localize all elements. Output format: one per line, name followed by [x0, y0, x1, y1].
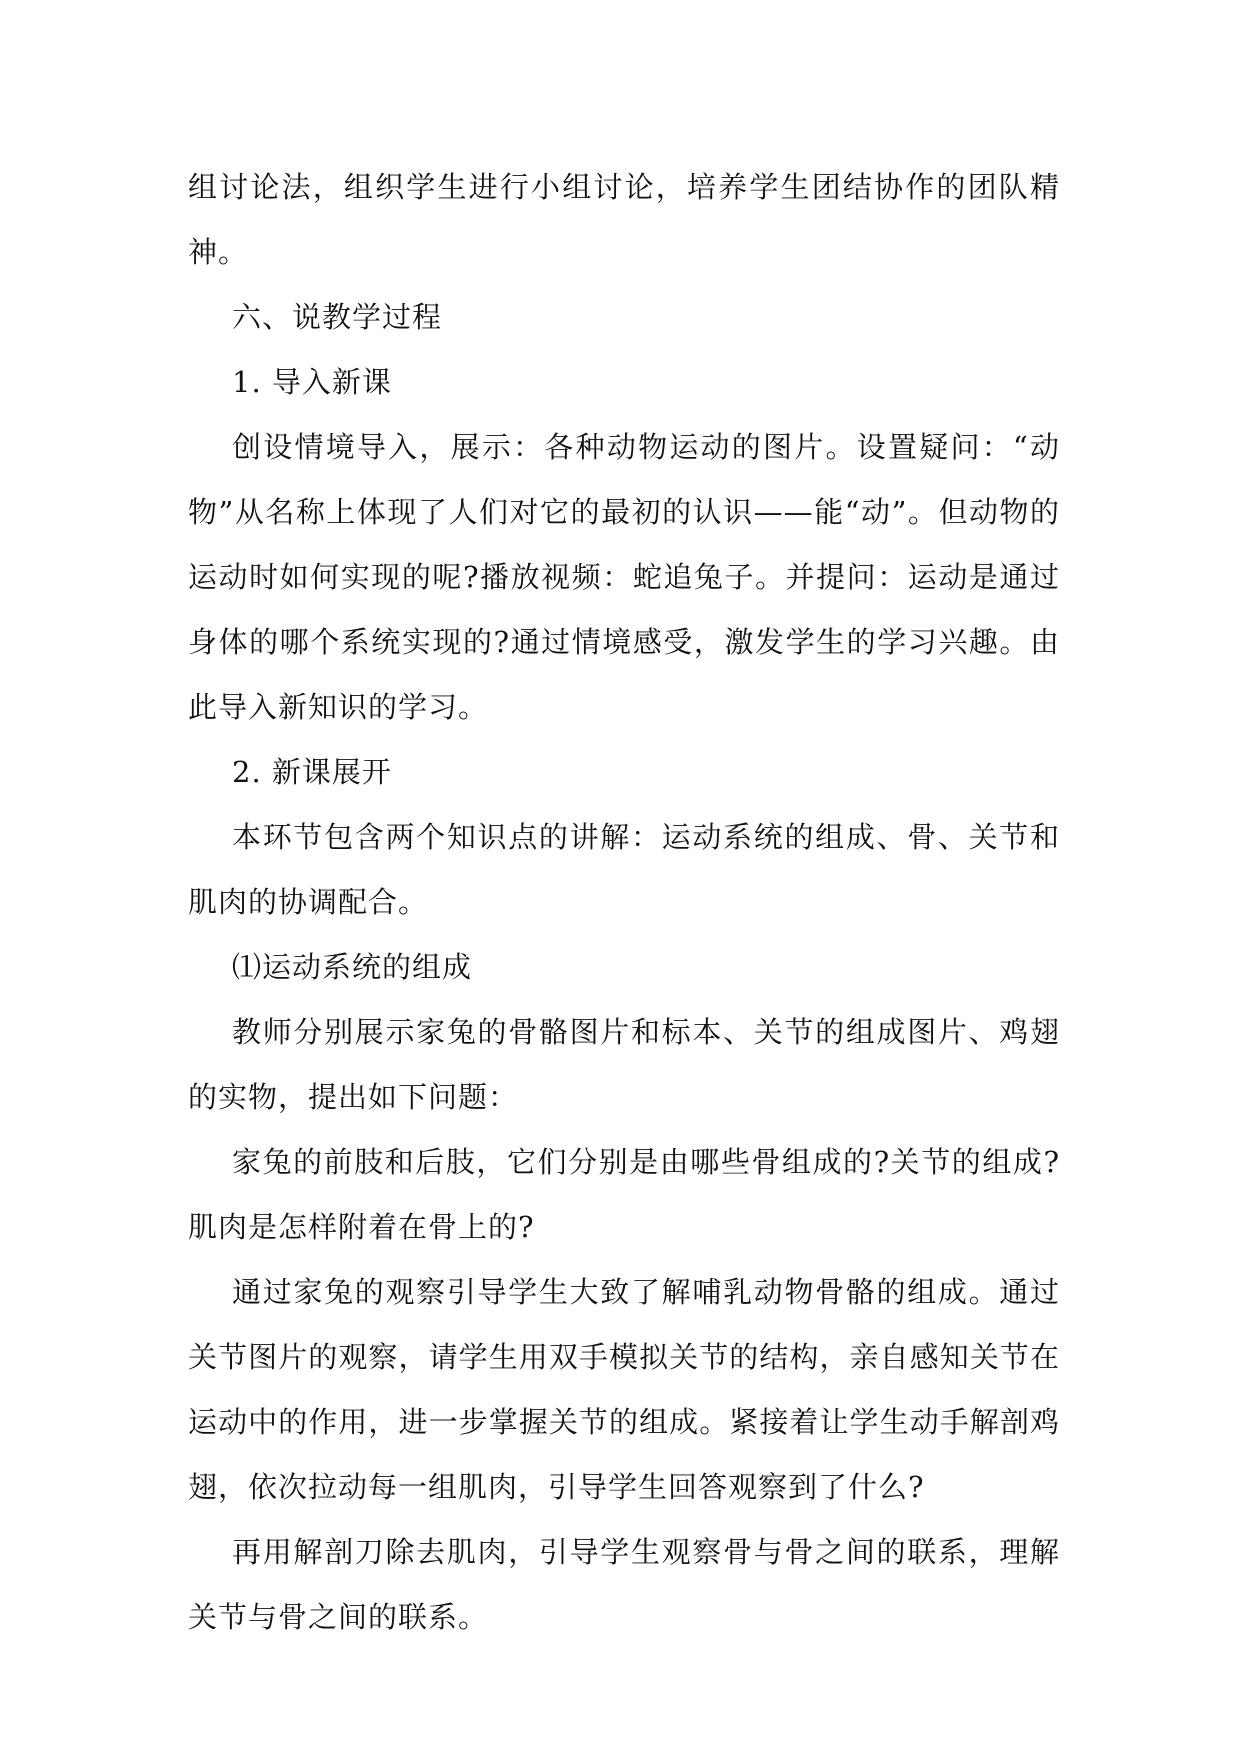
subheading-introduction: 1. 导入新课: [232, 365, 392, 399]
document-body: [188, 155, 1060, 1650]
paragraph: 再用解剖刀除去肌肉，引导学生观察骨与骨之间的联系，理解关节与骨之间的联系。: [188, 1535, 1060, 1634]
paragraph: 家兔的前肢和后肢，它们分别是由哪些骨组成的?关节的组成?肌肉是怎样附着在骨上的?: [188, 1145, 1060, 1244]
paragraph-continued: 组讨论法，组织学生进行小组讨论，培养学生团结协作的团队精神。: [188, 170, 1060, 269]
paragraph: 教师分别展示家兔的骨骼图片和标本、关节的组成图片、鸡翅的实物，提出如下问题：: [188, 1015, 1060, 1114]
subheading-motion-system: ⑴运动系统的组成: [232, 950, 473, 984]
paragraph: 通过家兔的观察引导学生大致了解哺乳动物骨骼的组成。通过关节图片的观察，请学生用双手模拟关节的结构，亲自感知关节在运动中的作用，进一步掌握关节的组成。紧接着让学生动手解剖鸡翅，依次拉动每一组肌肉，引导学生回答观察到了什么?: [188, 1275, 1060, 1504]
section-heading-teaching-process: 六、说教学过程: [232, 300, 443, 334]
paragraph: 本环节包含两个知识点的讲解：运动系统的组成、骨、关节和肌肉的协调配合。: [188, 820, 1060, 919]
paragraph: 创设情境导入，展示：各种动物运动的图片。设置疑问：“动物”从名称上体现了人们对它的最初的认识——能“动”。但动物的运动时如何实现的呢?播放视频：蛇追兔子。并提问：运动是通过身体的哪个系统实现的?通过情境感受，激发学生的学习兴趣。由此导入新知识的学习。: [188, 430, 1060, 724]
subheading-new-lesson: 2. 新课展开: [232, 755, 392, 789]
